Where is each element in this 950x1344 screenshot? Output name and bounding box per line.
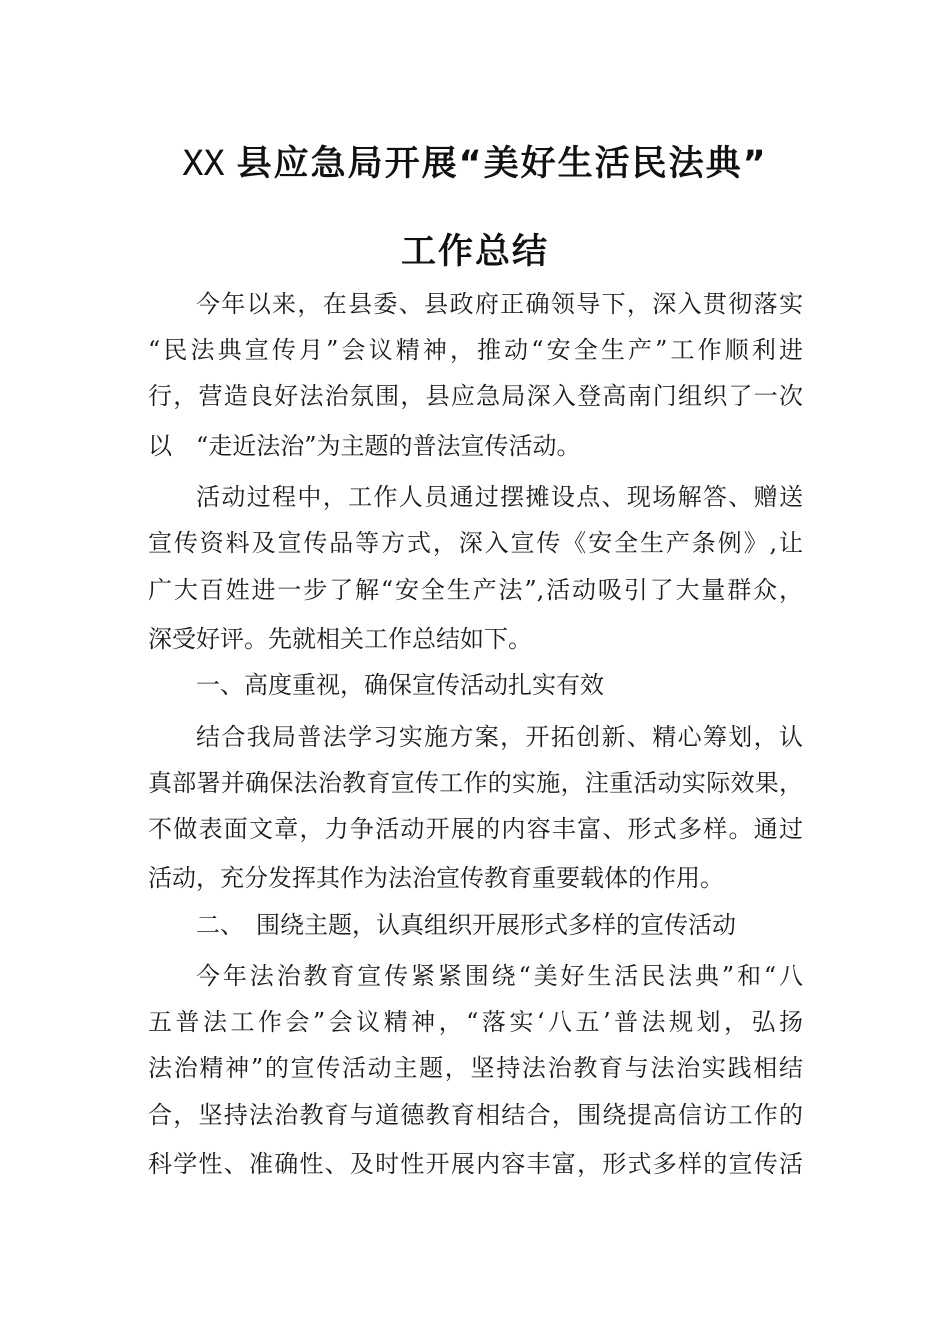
title-line-1 — [0, 136, 950, 186]
paragraph-line: 深受好评。先就相关工作总结如下。 — [148, 625, 532, 653]
paragraph-line: 宣传资料及宣传品等方式，深入宣传《安全生产条例》,让 — [148, 529, 803, 557]
paragraph-line: 合，坚持法治教育与道德教育相结合，围绕提高信访工作的 — [148, 1101, 803, 1129]
paragraph-line: 真部署并确保法治教育宣传工作的实施，注重活动实际效果， — [148, 769, 803, 797]
paragraph-line: 今年以来，在县委、县政府正确领导下，深入贯彻落实 — [196, 290, 803, 318]
paragraph-line: 行，营造良好法治氛围，县应急局深入登高南门组织了一次 — [148, 382, 803, 410]
paragraph-line: 不做表面文章，力争活动开展的内容丰富、形式多样。通过 — [148, 815, 803, 843]
title-line-2: 工作总结 — [400, 232, 549, 272]
paragraph-line: 活动过程中，工作人员通过摆摊设点、现场解答、赠送 — [196, 483, 803, 511]
paragraph-line: 以 “走近法治”为主题的普法宣传活动。 — [148, 432, 581, 460]
title-prefix: XX — [182, 144, 225, 184]
paragraph-line: 法治精神”的宣传活动主题，坚持法治教育与法治实践相结 — [148, 1054, 803, 1082]
section-heading-1: 一、高度重视，确保宣传活动扎实有效 — [196, 671, 604, 699]
paragraph-line: 五普法工作会”会议精神，“落实‘八五’普法规划，弘扬 — [148, 1008, 803, 1036]
paragraph-line: 科学性、准确性、及时性开展内容丰富，形式多样的宣传活 — [148, 1150, 803, 1178]
paragraph-line: 活动，充分发挥其作为法治宣传教育重要载体的作用。 — [148, 864, 724, 892]
title-main: 县应急局开展“美好生活民法典” — [236, 144, 768, 184]
section-heading-2: 二、 围绕主题，认真组织开展形式多样的宣传活动 — [196, 911, 736, 939]
paragraph-line: 今年法治教育宣传紧紧围绕“美好生活民法典”和“八 — [196, 962, 803, 990]
paragraph-line: 结合我局普法学习实施方案，开拓创新、精心筹划，认 — [196, 723, 803, 751]
paragraph-line: 广大百姓进一步了解“安全生产法”,活动吸引了大量群众， — [148, 576, 803, 604]
paragraph-line: “民法典宣传月”会议精神，推动“安全生产”工作顺利进 — [148, 336, 803, 364]
